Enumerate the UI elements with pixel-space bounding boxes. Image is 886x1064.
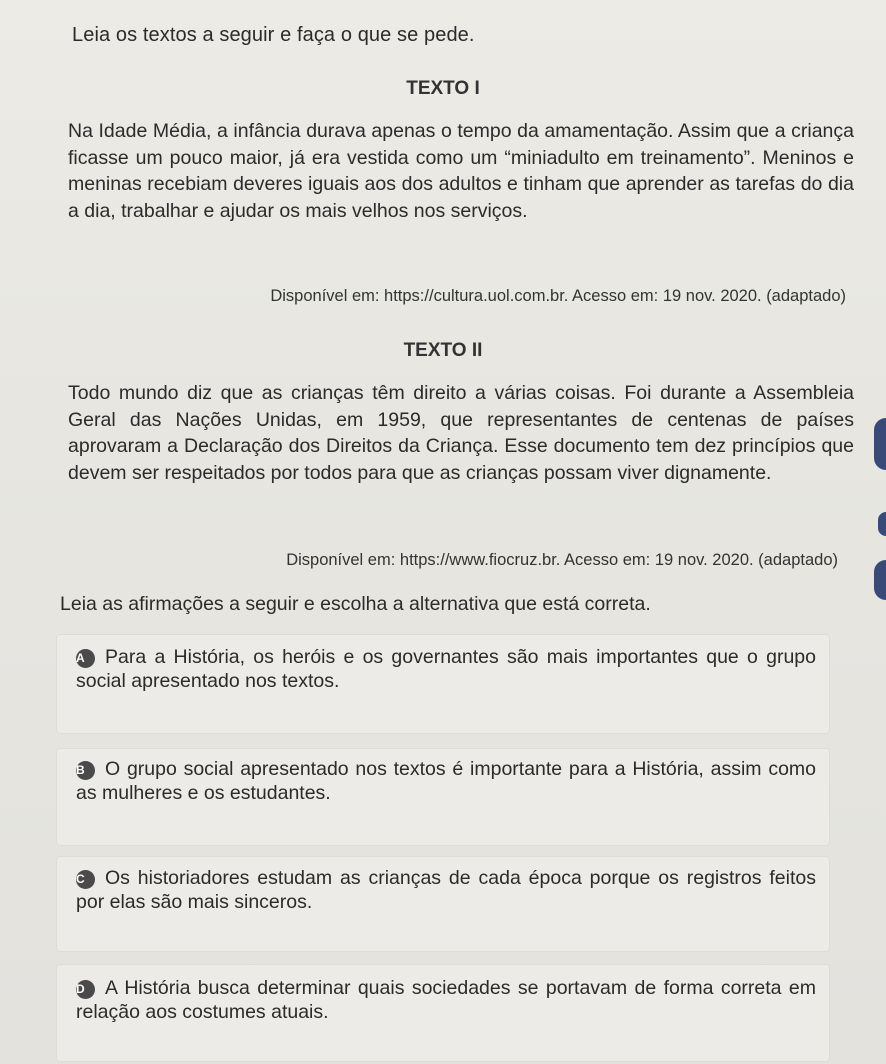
option-a[interactable] <box>76 645 816 693</box>
side-tab-handle[interactable] <box>874 418 886 470</box>
texto-2-source: Disponível em: https://www.fiocruz.br. Acesso em: 19 nov. 2020. (adaptado) <box>286 551 838 569</box>
option-text: Para a História, os heróis e os governantes são mais importantes que o grupo social apresentado nos textos. <box>76 646 816 692</box>
option-text: Os historiadores estudam as crianças de cada época porque os registros feitos por elas são mais sinceros. <box>76 867 816 913</box>
option-d[interactable] <box>76 976 816 1024</box>
option-letter-badge: D <box>76 980 95 999</box>
instruction-text: Leia os textos a seguir e faça o que se pede. <box>72 24 475 46</box>
option-letter-badge: C <box>76 870 95 889</box>
texto-2-body: Todo mundo diz que as crianças têm direito a várias coisas. Foi durante a Assembleia Geral das Nações Unidas, em 1959, que representantes de centenas de países aprovaram a Declaração dos Direitos da Criança. Esse documento tem dez princípios que devem ser respeitados por todos para que as crianças possam viver dignamente. <box>68 382 854 484</box>
option-b[interactable] <box>76 757 816 805</box>
texto-2-title: TEXTO II <box>403 340 483 361</box>
texto-1-source: Disponível em: https://cultura.uol.com.br. Acesso em: 19 nov. 2020. (adaptado) <box>270 287 846 305</box>
side-tab-handle[interactable] <box>874 560 886 600</box>
question-text: Leia as afirmações a seguir e escolha a alternativa que está correta. <box>60 593 651 615</box>
option-c[interactable] <box>76 866 816 914</box>
texto-1-body: Na Idade Média, a infância durava apenas o tempo da amamentação. Assim que a criança ficasse um pouco maior, já era vestida como um “miniadulto em treinamento”. Meninos e meninas recebiam deveres iguais aos dos adultos e tinham que aprender as tarefas do dia a dia, trabalhar e ajudar os mais velhos nos serviços. <box>68 120 854 222</box>
option-letter-badge: A <box>76 649 95 668</box>
option-text: A História busca determinar quais sociedades se portavam de forma correta em relação aos costumes atuais. <box>76 977 816 1023</box>
option-text: O grupo social apresentado nos textos é importante para a História, assim como as mulheres e os estudantes. <box>76 758 816 804</box>
side-tab-handle[interactable] <box>878 512 886 536</box>
texto-1-title: TEXTO I <box>406 78 480 99</box>
option-letter-badge: B <box>76 761 95 780</box>
